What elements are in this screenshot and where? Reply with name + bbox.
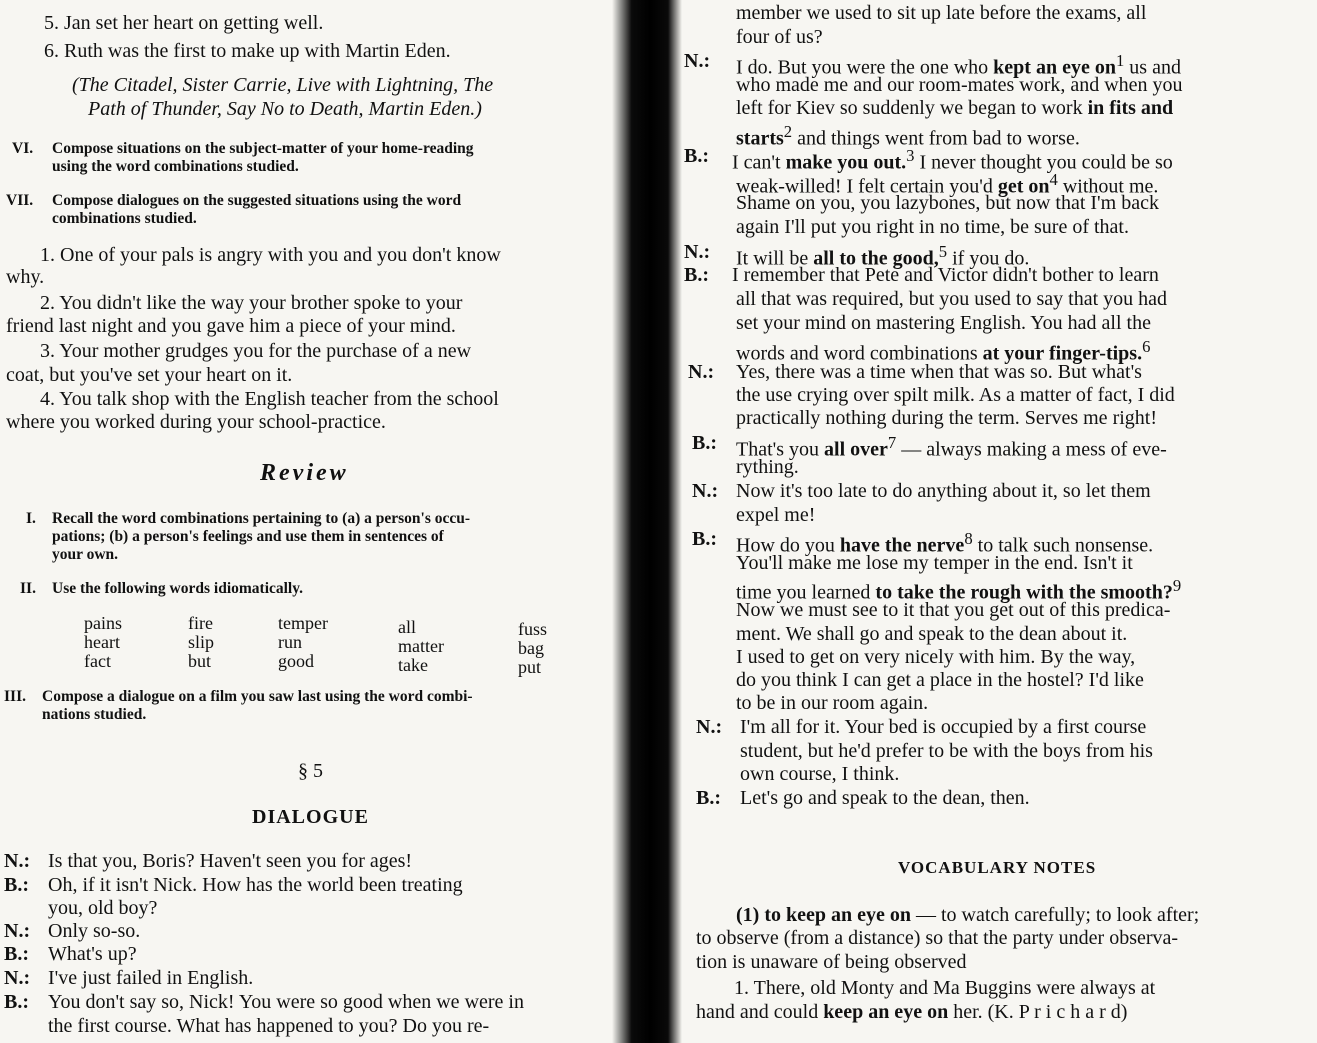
word: pains <box>84 613 122 633</box>
word: slip <box>188 632 215 652</box>
task-vii-line-1: Compose dialogues on the suggested situations using the word <box>52 192 462 209</box>
situation-2-line-2: friend last night and you gave him a piece of your mind. <box>6 315 456 337</box>
speaker-label: B.: <box>4 874 29 896</box>
dialogue-line: own course, I think. <box>740 763 900 785</box>
speaker-label: B.: <box>684 145 709 167</box>
dialogue-line: weak-willed! I felt certain you'd get $on^4$ without me. <box>736 170 1159 198</box>
dialogue-line: Now we must see to it that you get out of this predica- <box>736 599 1171 621</box>
dialogue-line: do you think I can get a place in the hostel? I'd like <box>736 669 1144 691</box>
word: fact <box>84 651 111 671</box>
word: heart <box>84 632 120 652</box>
speaker-label: N.: <box>4 920 31 942</box>
speaker-label: N.: <box>4 967 31 989</box>
dialogue-line: set your mind on mastering English. You had all the <box>736 312 1151 334</box>
exercise-item-5: 5. Jan set her heart on getting well. <box>44 12 324 34</box>
dialogue-line: You'll make me lose my temper in the end. Isn't it <box>736 552 1133 574</box>
dialogue-line: I do. But you were the one who kept an eye $on^1$ us and <box>736 51 1181 79</box>
dialogue-line: Yes, there was a time when that was so. But what's <box>736 361 1142 383</box>
dialogue-line: You don't say so, Nick! You were so good when we were in <box>48 991 524 1013</box>
dialogue-line: ment. We shall go and speak to the dean about it. <box>736 623 1128 645</box>
review-task-ii-line-1: Use the following words idiomatically. <box>52 580 304 597</box>
speaker-label: B.: <box>692 528 717 550</box>
review-heading: Review <box>260 460 349 486</box>
dialogue-line: practically nothing during the term. Serves me right! <box>736 407 1157 429</box>
word-column-2 <box>188 614 214 671</box>
dialogue-line: I've just failed in English. <box>48 967 254 989</box>
word: put <box>518 657 542 677</box>
word: run <box>278 632 302 652</box>
right-column <box>660 0 1317 1043</box>
task-vii-number: VII. <box>6 192 34 209</box>
dialogue-line: Oh, if it isn't Nick. How has the world been treating <box>48 874 463 896</box>
word: fire <box>188 613 213 633</box>
word-column-1 <box>84 614 122 671</box>
situation-3-line-2: coat, but you've set your heart on it. <box>6 364 293 386</box>
review-task-i-line-3: your own. <box>52 546 119 563</box>
vocabulary-notes-heading: VOCABULARY NOTES <box>898 858 1097 877</box>
speaker-label: B.: <box>696 787 721 809</box>
situation-4-line-2: where you worked during your school-practice. <box>6 411 386 433</box>
dialogue-line: I'm all for it. Your bed is occupied by a first course <box>740 716 1147 738</box>
speaker-label: B.: <box>4 943 29 965</box>
dialogue-line: left for Kiev so suddenly we began to work in fits and <box>736 97 1174 119</box>
dialogue-line: again I'll put you right in no time, be sure of that. <box>736 216 1129 238</box>
dialogue-line: expel me! <box>736 504 816 526</box>
dialogue-line: rything. <box>736 456 799 478</box>
task-vi-line-1: Compose situations on the subject-matter of your home-reading <box>52 140 474 157</box>
dialogue-line: words and word combinations at your finger-tips.$^6$ <box>736 337 1151 365</box>
word: matter <box>398 636 444 656</box>
speaker-label: N.: <box>684 50 711 72</box>
review-task-i-number: I. <box>26 510 36 527</box>
dialogue-line: Only so-so. <box>48 920 141 942</box>
speaker-label: N.: <box>688 361 715 383</box>
dialogue-line: Shame on you, you lazybones, but now that I'm back <box>736 192 1159 214</box>
vocab-entry-line: (1) to keep an eye on — to watch carefully; to look after; <box>736 904 1200 926</box>
speaker-label: N.: <box>692 480 719 502</box>
dialogue-line: all that was required, but you used to say that you had <box>736 288 1168 310</box>
dialogue-line: you, old boy? <box>48 897 158 919</box>
dialogue-line: I remember that Pete and Victor didn't bother to learn <box>732 264 1159 286</box>
dialogue-line: Now it's too late to do anything about it, so let them <box>736 480 1151 502</box>
dialogue-line: That's you all over$^7$ — always making a mess of eve- <box>736 433 1167 461</box>
speaker-label: B.: <box>4 991 29 1013</box>
review-task-i-line-1: Recall the word combinations pertaining to (a) a person's occu- <box>52 510 471 527</box>
word-column-3 <box>278 614 328 671</box>
speaker-label: N.: <box>684 241 711 263</box>
word: but <box>188 651 212 671</box>
word: take <box>398 655 428 675</box>
dialogue-line: time you learned to take the rough with the smooth?$^9$ <box>736 576 1182 604</box>
task-vi-line-2: using the word combinations studied. <box>52 158 299 175</box>
scan-gutter-shadow <box>612 0 682 1043</box>
dialogue-line: member we used to sit up late before the exams, all <box>736 2 1147 24</box>
word-column-5 <box>518 620 547 677</box>
dialogue-line: who made me and our room-mates work, and when you <box>736 74 1183 96</box>
word-column-4 <box>398 618 444 675</box>
dialogue-line: How do you have the nerve$^8$ to talk such nonsense. <box>736 529 1154 557</box>
book-titles-line-2: Path of Thunder, Say No to Death, Martin Eden.) <box>88 98 482 120</box>
dialogue-line: student, but he'd prefer to be with the boys from his <box>740 740 1153 762</box>
task-vi-number: VI. <box>12 140 34 157</box>
section-number: § 5 <box>298 760 323 782</box>
dialogue-line: the use crying over spilt milk. As a matter of fact, I did <box>736 384 1175 406</box>
review-task-iii-line-2: nations studied. <box>42 706 147 723</box>
word: temper <box>278 613 328 633</box>
vocab-entry-line: tion is unaware of being observed <box>696 951 967 973</box>
speaker-label: B.: <box>684 264 709 286</box>
dialogue-line: Let's go and speak to the dean, then. <box>740 787 1030 809</box>
review-task-i-line-2: pations; (b) a person's feelings and use them in sentences of <box>52 528 444 545</box>
dialogue-line: It will be all to the good,$^5$ if you do. <box>736 242 1030 270</box>
word: fuss <box>518 619 548 639</box>
book-titles-line-1: (The Citadel, Sister Carrie, Live with Lightning, The <box>72 74 494 96</box>
situation-2-line-1: 2. You didn't like the way your brother spoke to your <box>40 292 463 314</box>
exercise-item-6: 6. Ruth was the first to make up with Martin Eden. <box>44 40 451 62</box>
dialogue-heading: DIALOGUE <box>252 806 369 828</box>
task-vii-line-2: combinations studied. <box>52 210 197 227</box>
dialogue-line: I can't make you out.$^3$ I never thought you could be so <box>732 146 1173 174</box>
situation-1-line-1: 1. One of your pals is angry with you and you don't know <box>40 244 501 266</box>
word: good <box>278 651 314 671</box>
dialogue-line: starts$^2$ and things went from bad to worse. <box>736 122 1080 150</box>
situation-4-line-1: 4. You talk shop with the English teacher from the school <box>40 388 499 410</box>
left-column <box>0 0 640 1043</box>
dialogue-line: four of us? <box>736 26 823 48</box>
review-task-ii-number: II. <box>20 580 36 597</box>
vocab-example-line: hand and could keep an eye on her. (K. P r i c h a r d) <box>696 1001 1128 1023</box>
vocab-entry-line: to observe (from a distance) so that the party under observa- <box>696 927 1179 949</box>
review-task-iii-number: III. <box>4 688 26 705</box>
word: bag <box>518 638 544 658</box>
situation-3-line-1: 3. Your mother grudges you for the purchase of a new <box>40 340 472 362</box>
dialogue-line: What's up? <box>48 943 137 965</box>
situation-1-line-2: why. <box>6 266 45 288</box>
vocab-example-line: 1. There, old Monty and Ma Buggins were always at <box>734 977 1156 999</box>
dialogue-line: I used to get on very nicely with him. By the way, <box>736 646 1136 668</box>
dialogue-line: Is that you, Boris? Haven't seen you for ages! <box>48 850 413 872</box>
speaker-label: N.: <box>4 850 31 872</box>
dialogue-line: the first course. What has happened to you? Do you re- <box>48 1015 490 1037</box>
speaker-label: N.: <box>696 716 723 738</box>
dialogue-line: to be in our room again. <box>736 692 929 714</box>
speaker-label: B.: <box>692 432 717 454</box>
word: all <box>398 617 416 637</box>
review-task-iii-line-1: Compose a dialogue on a film you saw last using the word combi- <box>42 688 473 705</box>
